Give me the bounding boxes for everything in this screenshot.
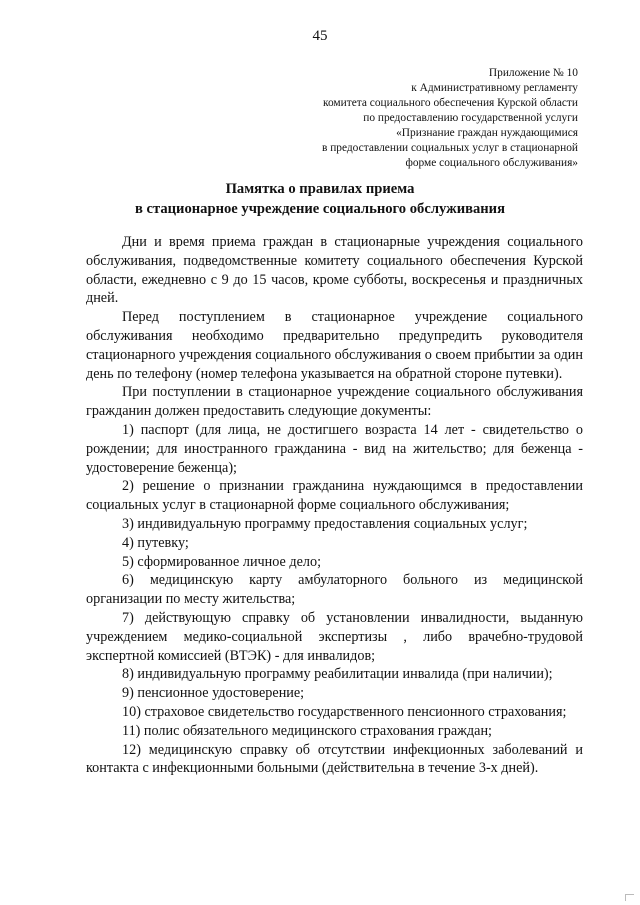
- title-line-2: в стационарное учреждение социального обслуживания: [134, 201, 505, 217]
- appendix-line: «Признание граждан нуждающимися: [396, 127, 578, 139]
- appendix-line: форме социального обслуживания»: [405, 157, 578, 169]
- list-item: 3) индивидуальную программу предоставления социальных услуг;: [122, 515, 528, 532]
- list-item: 7) действующую справку об установлении инвалидности, выданную учреждением медико-социальной экспертизы , либо врачебно-трудовой экспертной комиссией (ВТЭК) - для инвалидов;: [86, 609, 583, 664]
- paragraph-advance-notice: Перед поступлением в стационарное учреждение социального обслуживания необходимо предварительно предупредить руководителя стационарного учреждения социального обслуживания о своем прибытии за один день по телефону (номер телефона указывается на обратной стороне путевки).: [86, 309, 583, 382]
- appendix-line: Приложение № 10: [488, 67, 578, 79]
- document-title: [0, 179, 640, 219]
- list-item: 12) медицинскую справку об отсутствии инфекционных заболеваний и контакта с инфекционными больными (действительна в течение 3-х дней).: [86, 741, 583, 777]
- page-number: 45: [312, 28, 328, 44]
- appendix-header: [248, 66, 578, 171]
- document-body: [86, 233, 583, 778]
- title-line-1: Памятка о правилах приема: [225, 181, 415, 197]
- appendix-line: к Административному регламенту: [411, 82, 578, 94]
- appendix-line: в предоставлении социальных услуг в стационарной: [321, 142, 578, 154]
- list-item: 1) паспорт (для лица, не достигшего возраста 14 лет - свидетельство о рождении; для иностранного гражданина - вид на жительство; для беженца - удостоверение беженца);: [86, 421, 583, 476]
- required-documents-list: [86, 421, 583, 778]
- list-item: 6) медицинскую карту амбулаторного больного из медицинской организации по месту жительства;: [86, 572, 583, 608]
- paragraph-documents-intro: При поступлении в стационарное учреждение социального обслуживания гражданин должен предоставить следующие документы:: [86, 384, 583, 420]
- list-item: 2) решение о признании гражданина нуждающимся в предоставлении социальных услуг в стационарной форме социального обслуживания;: [86, 478, 583, 514]
- list-item: 8) индивидуальную программу реабилитации инвалида (при наличии);: [122, 666, 553, 683]
- appendix-line: комитета социального обеспечения Курской области: [322, 97, 578, 109]
- appendix-line: по предоставлению государственной услуги: [363, 112, 578, 124]
- paragraph-reception-hours: Дни и время приема граждан в стационарные учреждения социального обслуживания, подведомственные комитету социального обеспечения Курской области, ежедневно с 9 до 15 часов, кроме субботы, воскресенья и праздничных дней.: [86, 234, 583, 307]
- list-item: 9) пенсионное удостоверение;: [122, 685, 305, 702]
- list-item: 5) сформированное личное дело;: [122, 553, 322, 570]
- list-item: 10) страховое свидетельство государственного пенсионного страхования;: [122, 703, 567, 720]
- list-item: 4) путевку;: [122, 534, 189, 551]
- scan-corner-mark: [625, 894, 634, 901]
- list-item: 11) полис обязательного медицинского страхования граждан;: [122, 722, 492, 739]
